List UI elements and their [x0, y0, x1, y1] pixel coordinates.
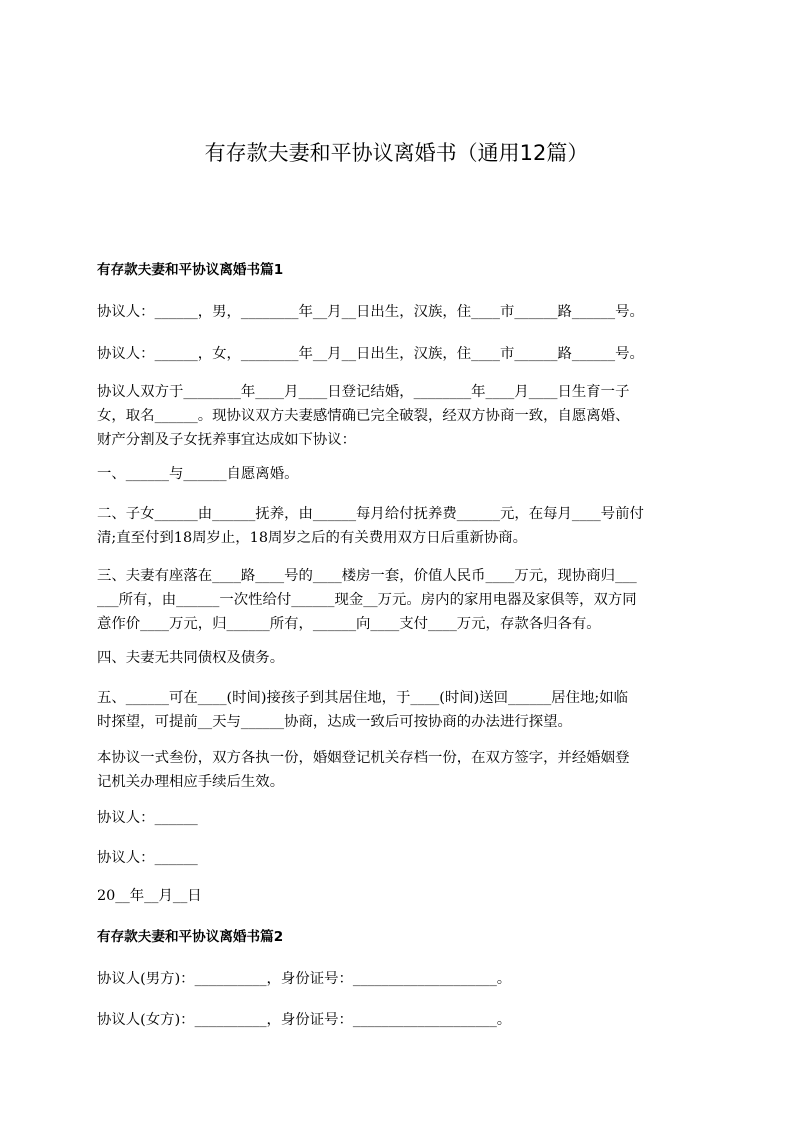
- clause-3-line: 三、夫妻有座落在____路____号的____楼房一套，价值人民币____万元，现协商归___: [97, 568, 637, 584]
- intro-line: 女，取名______。现协议双方夫妻感情确已完全破裂，经双方协商一致，自愿离婚、: [97, 408, 630, 424]
- party-2-line: 协议人：______，女，________年__月__日出生，汉族，住____市______路______号。: [97, 346, 644, 362]
- clause-3-line: ___所有，由______一次性给付______现金__万元。房内的家用电器及家俱等，双方同: [97, 592, 637, 608]
- party-1-line: 协议人：______，男，________年__月__日出生，汉族，住____市______路______号。: [97, 304, 644, 320]
- clause-2: [97, 502, 707, 550]
- section-1-heading: 有存款夫妻和平协议离婚书篇1: [97, 262, 284, 278]
- clause-2-line: 清;直至付到18周岁止，18周岁之后的有关费用双方日后重新协商。: [97, 530, 528, 546]
- date-line: 20__年__月__日: [97, 888, 202, 904]
- closing-line: 本协议一式叁份，双方各执一份，婚姻登记机关存档一份，在双方签字，并经婚姻登: [97, 750, 630, 766]
- clause-4: 四、夫妻无共同债权及债务。: [97, 650, 285, 666]
- intro-line: 协议人双方于________年____月____日登记结婚，________年____月____日生育一子: [97, 384, 630, 400]
- closing-paragraph: [97, 746, 707, 794]
- signature-line-1: 协议人：______: [97, 810, 198, 826]
- clause-5: [97, 686, 707, 734]
- party-male-line: 协议人(男方)：__________，身份证号：____________________。: [97, 971, 512, 987]
- clause-1: 一、______与______自愿离婚。: [97, 466, 299, 482]
- party-female-line: 协议人(女方)：__________，身份证号：____________________。: [97, 1012, 512, 1028]
- closing-line: 记机关办理相应手续后生效。: [97, 774, 285, 790]
- document-title: 有存款夫妻和平协议离婚书（通用12篇）: [204, 141, 589, 165]
- section-2-heading: 有存款夫妻和平协议离婚书篇2: [97, 929, 284, 945]
- clause-3: [97, 564, 707, 636]
- clause-5-line: 五、______可在____(时间)接孩子到其居住地，于____(时间)送回______居住地;如临: [97, 690, 628, 706]
- clause-3-line: 意作价____万元，归______所有，______向____支付____万元，存款各归各有。: [97, 616, 601, 632]
- signature-line-2: 协议人：______: [97, 850, 198, 866]
- clause-2-line: 二、子女______由______抚养，由______每月给付抚养费______元，在每月____号前付: [97, 506, 644, 522]
- clause-5-line: 时探望，可提前__天与______协商，达成一致后可按协商的办法进行探望。: [97, 714, 572, 730]
- intro-paragraph: [97, 380, 707, 452]
- intro-line: 财产分割及子女抚养事宜达成如下协议：: [97, 432, 357, 448]
